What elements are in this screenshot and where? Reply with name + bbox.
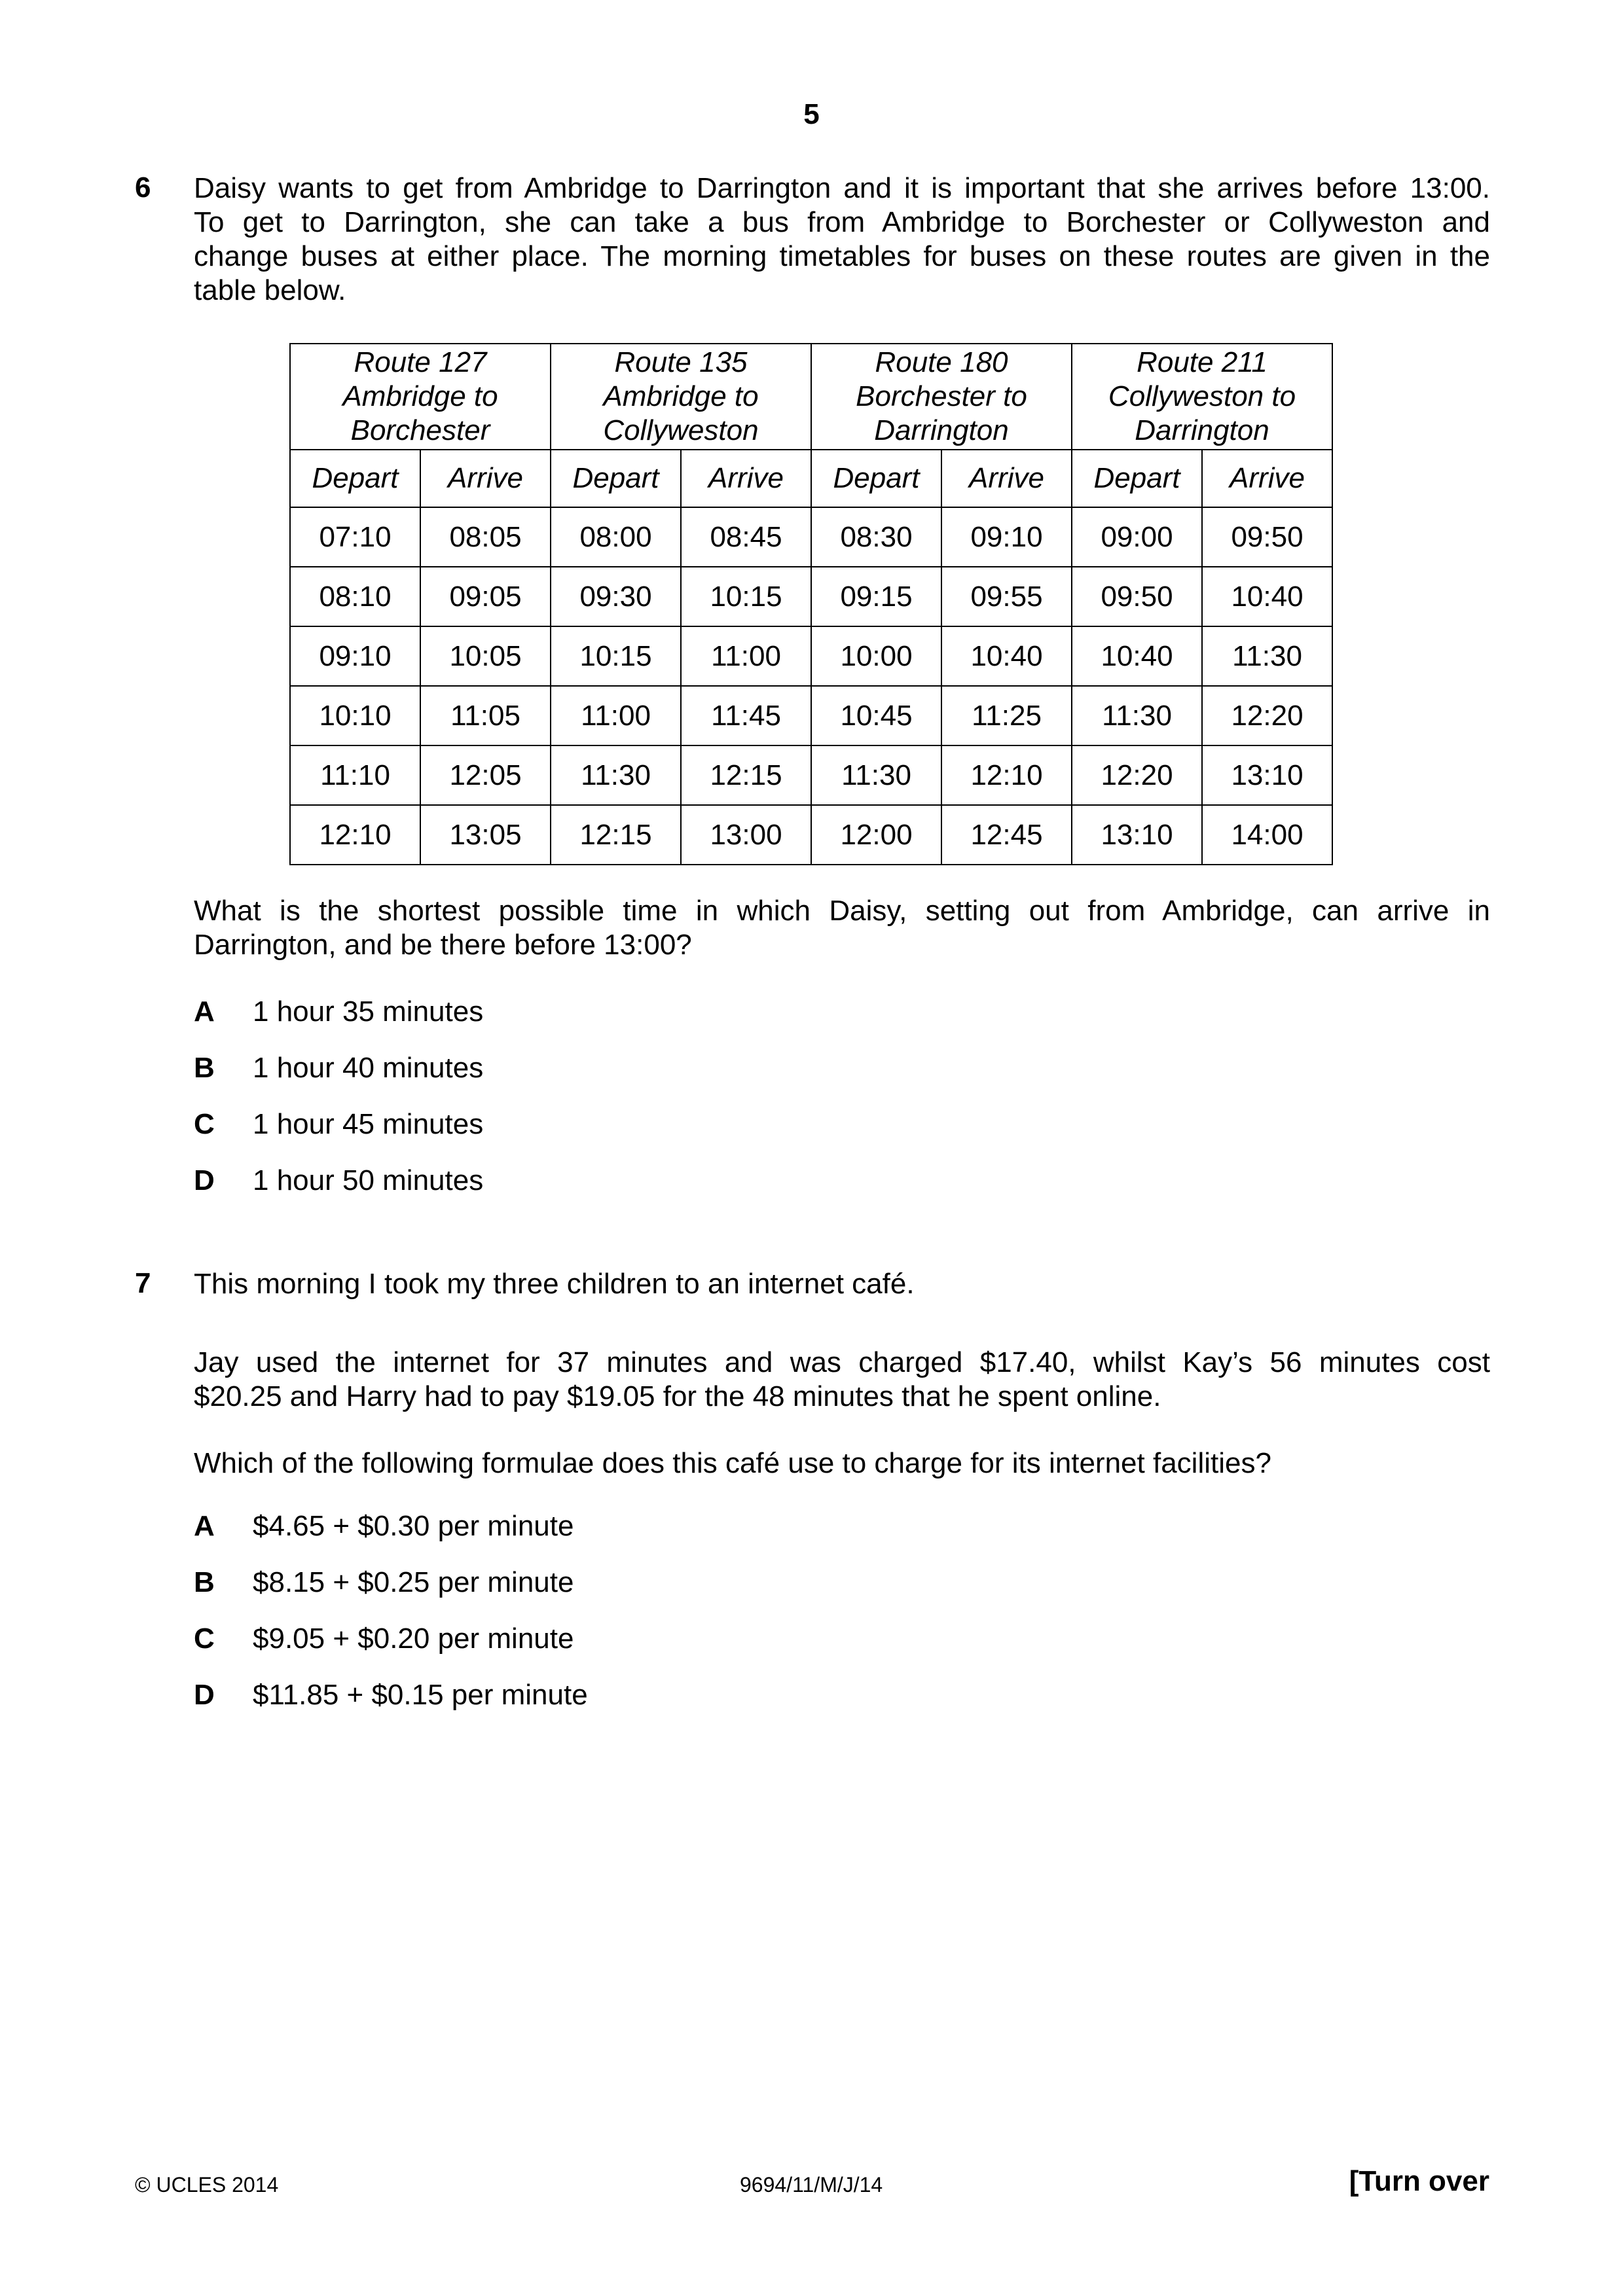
timetable-cell: 10:40 (1202, 567, 1332, 626)
timetable-row (290, 626, 1332, 686)
timetable-row (290, 745, 1332, 805)
route-180-header: Route 180 Borchester to Darrington (811, 344, 1072, 450)
question-7-line-1: This morning I took my three children to an internet café. (194, 1268, 915, 1300)
timetable-cell: 11:00 (551, 686, 681, 745)
timetable-cell: 07:10 (290, 507, 420, 567)
timetable-cell: 11:30 (1072, 686, 1202, 745)
turn-over-footer: [Turn over (1349, 2165, 1489, 2197)
timetable-cell: 12:45 (941, 805, 1072, 865)
timetable-cell: 09:55 (941, 567, 1072, 626)
timetable-cell: 11:00 (681, 626, 811, 686)
question-6-option-b: B 1 hour 40 minutes (194, 1052, 484, 1084)
timetable-cell: 09:50 (1202, 507, 1332, 567)
timetable-cell: 09:00 (1072, 507, 1202, 567)
timetable-cell: 10:15 (551, 626, 681, 686)
timetable-cell: 12:05 (420, 745, 551, 805)
question-7-prompt: Which of the following formulae does this café use to charge for its internet facilities? (194, 1447, 1271, 1479)
timetable-cell: 10:05 (420, 626, 551, 686)
copyright-footer: © UCLES 2014 (135, 2173, 279, 2197)
question-6-number: 6 (135, 171, 151, 204)
depart-header: Depart (290, 450, 420, 507)
timetable-cell: 08:45 (681, 507, 811, 567)
timetable-cell: 09:30 (551, 567, 681, 626)
timetable-row (290, 567, 1332, 626)
route-211-header: Route 211 Collyweston to Darrington (1072, 344, 1332, 450)
timetable-row (290, 686, 1332, 745)
route-127-header: Route 127 Ambridge to Borchester (290, 344, 551, 450)
timetable-cell: 11:45 (681, 686, 811, 745)
depart-header: Depart (551, 450, 681, 507)
question-7-option-c: C $9.05 + $0.20 per minute (194, 1623, 574, 1655)
timetable-cell: 10:45 (811, 686, 941, 745)
arrive-header: Arrive (941, 450, 1072, 507)
timetable-cell: 12:10 (290, 805, 420, 865)
question-6-intro-line-4: table below. (194, 274, 346, 306)
timetable-cell: 13:10 (1202, 745, 1332, 805)
paper-code-footer: 9694/11/M/J/14 (740, 2173, 883, 2197)
timetable-cell: 09:15 (811, 567, 941, 626)
timetable-cell: 08:05 (420, 507, 551, 567)
timetable-cell: 13:00 (681, 805, 811, 865)
question-6-option-c: C 1 hour 45 minutes (194, 1108, 484, 1140)
timetable-cell: 10:00 (811, 626, 941, 686)
question-6-prompt-line-2: Darrington, and be there before 13:00? (194, 929, 692, 961)
timetable-cell: 09:50 (1072, 567, 1202, 626)
depart-header: Depart (1072, 450, 1202, 507)
arrive-header: Arrive (420, 450, 551, 507)
timetable-cell: 14:00 (1202, 805, 1332, 865)
timetable-cell: 10:10 (290, 686, 420, 745)
question-6-option-a: A 1 hour 35 minutes (194, 996, 484, 1028)
timetable-cell: 11:10 (290, 745, 420, 805)
question-7-option-a: A $4.65 + $0.30 per minute (194, 1510, 574, 1542)
timetable-cell: 08:00 (551, 507, 681, 567)
timetable-cell: 11:30 (551, 745, 681, 805)
timetable-cell: 12:00 (811, 805, 941, 865)
timetable-route-header-row (290, 344, 1332, 450)
timetable-body (290, 507, 1332, 865)
depart-header: Depart (811, 450, 941, 507)
bus-timetable (289, 343, 1333, 865)
question-6-intro-line-1: Daisy wants to get from Ambridge to Darrington and it is important that she arrives before 13:00. (194, 172, 1490, 204)
timetable-cell: 10:40 (1072, 626, 1202, 686)
timetable-subheader-row (290, 450, 1332, 507)
timetable-cell: 12:20 (1072, 745, 1202, 805)
timetable-cell: 08:10 (290, 567, 420, 626)
question-7-number: 7 (135, 1267, 151, 1299)
question-7-option-d: D $11.85 + $0.15 per minute (194, 1679, 588, 1711)
timetable-cell: 12:10 (941, 745, 1072, 805)
timetable-cell: 11:30 (1202, 626, 1332, 686)
question-7-para-line-1: Jay used the internet for 37 minutes and was charged $17.40, whilst Kay’s 56 minutes cost (194, 1346, 1490, 1378)
page-number: 5 (803, 98, 820, 130)
timetable-cell: 13:10 (1072, 805, 1202, 865)
timetable-cell: 09:10 (290, 626, 420, 686)
timetable-cell: 10:40 (941, 626, 1072, 686)
timetable-cell: 12:20 (1202, 686, 1332, 745)
timetable-cell: 10:15 (681, 567, 811, 626)
timetable-cell: 11:25 (941, 686, 1072, 745)
timetable-cell: 09:10 (941, 507, 1072, 567)
timetable-cell: 13:05 (420, 805, 551, 865)
timetable-cell: 08:30 (811, 507, 941, 567)
timetable-row (290, 507, 1332, 567)
question-6-prompt-line-1: What is the shortest possible time in which Daisy, setting out from Ambridge, can arrive in (194, 895, 1490, 927)
timetable-cell: 11:30 (811, 745, 941, 805)
question-6-option-d: D 1 hour 50 minutes (194, 1164, 484, 1196)
timetable-cell: 09:05 (420, 567, 551, 626)
question-7-option-b: B $8.15 + $0.25 per minute (194, 1566, 574, 1598)
timetable-row (290, 805, 1332, 865)
timetable-cell: 11:05 (420, 686, 551, 745)
question-6-intro-line-3: change buses at either place. The morning timetables for buses on these routes are given in the (194, 240, 1490, 272)
arrive-header: Arrive (681, 450, 811, 507)
question-6-intro-line-2: To get to Darrington, she can take a bus from Ambridge to Borchester or Collyweston and (194, 206, 1490, 238)
timetable-cell: 12:15 (551, 805, 681, 865)
timetable-cell: 12:15 (681, 745, 811, 805)
question-7-para-line-2: $20.25 and Harry had to pay $19.05 for the 48 minutes that he spent online. (194, 1380, 1161, 1412)
route-135-header: Route 135 Ambridge to Collyweston (551, 344, 811, 450)
arrive-header: Arrive (1202, 450, 1332, 507)
